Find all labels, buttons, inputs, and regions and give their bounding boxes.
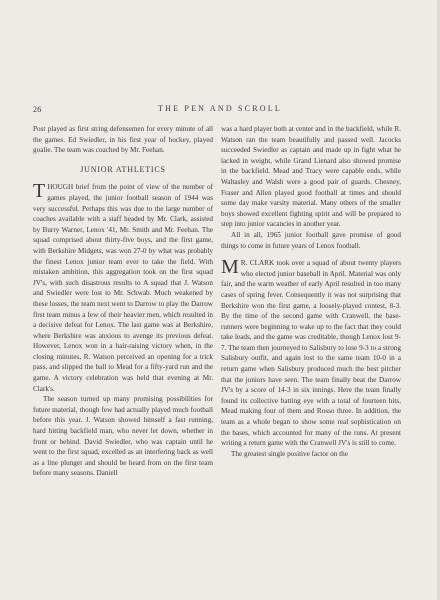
- right-column: [221, 124, 401, 459]
- season-paragraph: The season turned up many promising possibilities for future material, though few had actually played much football before this year. J. Watson showed himself a fast running, hard hitting backfield man, who never let down, whether in front or behind. David Swiedler, who was captain until he went to the first squad, excelled as an interfering back as well as a line plunger and should be heard from on the first team before many seasons. Daniell: [33, 395, 213, 478]
- baseball-paragraph: [221, 258, 401, 449]
- dropcap-m: M: [221, 256, 239, 279]
- section-heading-junior-athletics: JUNIOR ATHLETICS: [80, 164, 166, 174]
- running-head: THE PEN AND SCROLL: [158, 104, 282, 113]
- summary-paragraph: All in all, 1965 junior football gave promise of good things to come in future years of Lenox football.: [221, 230, 401, 250]
- closing-paragraph: The greatest single positive factor on the: [231, 449, 348, 458]
- page-number: 26: [33, 105, 42, 114]
- baseball-paragraph-text: R. CLARK took over a squad of about twenty players who elected junior baseball in April. Material was only fair, and the warm weather of early April resulted in too many cases of spring fever. Consequently it was not surprising that Berkshire won the first game, a loosely-played contest, 8-3. By the time of the second game with Cranwell, the base-runners were beginning to wake up to the fact that they could take leads, and the game was creditable, though Lenox lost 9-7. The team then journeyed to Salisbury to lose 9-3 to a strong Salisbury outfit, and again lost to the same team 10-0 in a return game when Salisbury produced much the best pitcher that the juniors have seen. The team finally beat the Darrow JV's by a score of 14-3 in six innings. Here the team finally found its collective batting eye with a total of fourteen hits, Mead making four of them and Rosso three. In addition, the team as a whole began to show some real sophistication on the bases, which accounted for many of the runs. At present writing a return game with the Cranwell JV's is still to come.: [221, 259, 401, 448]
- players-paragraph: was a hard player both at center and in the backfield, while R. Watson ran the team beautifully and passed well. Jacocks succeeded Swiedler as captain and made up in fight what he lacked in weight, while Grand Lienard also showed promise in the backfield. Mead and Tracy were capable ends, while Waltasley and Walsh were a good pair of guards. Chesney, Fraser and Allen played good football at times and should some day make varsity material. Many others of the smaller boys showed excellent fighting spirit and will be prepared to step into junior vacancies in another year.: [221, 125, 401, 229]
- left-column: [33, 124, 213, 479]
- dropcap-t: T: [33, 180, 46, 203]
- football-paragraph-text: HOUGH brief from the point of view of the number of games played, the junior football season of 1944 was very successful. Perhaps this was due to the large number of coaches available with a staff headed by Mr. Clark, assisted by Burry Warner, Lenox '41, Mr. Smith and Mr. Feehan. The squad comprised about thirty-five boys, and the first game, with Berkshire Midgets, was won 27-0 by what was probably the finest Lenox junior team ever to take the field. With mistaken ambition, this aggregation took on the first squad JV's, with such disastrous results to A squad that J. Watson and Swiedler were lost to Mr. Schwab. Much weakened by these losses, the team next went to Darrow to play the Darrow first team minus a few of their heavier men, which resulted in a decisive defeat for Lenox. The last game was at Berkshire, where Berkshire was anxious to avenge its previous defeat. However, Lenox won in a hair-raising victory when, in the closing minutes, R. Watson perceived an opening for a trick pass, and slipped the ball to Mead for a fifty-yard run and the game. A victory celebration was held that evening at Mr. Clark's.: [33, 183, 213, 393]
- football-paragraph: [33, 182, 213, 394]
- intro-paragraph: Post played as first string defensemen for every minute of all the games. Ed Swiedler, in his first year of hockey, played goalie. The team was coached by Mr. Feehan.: [33, 125, 213, 155]
